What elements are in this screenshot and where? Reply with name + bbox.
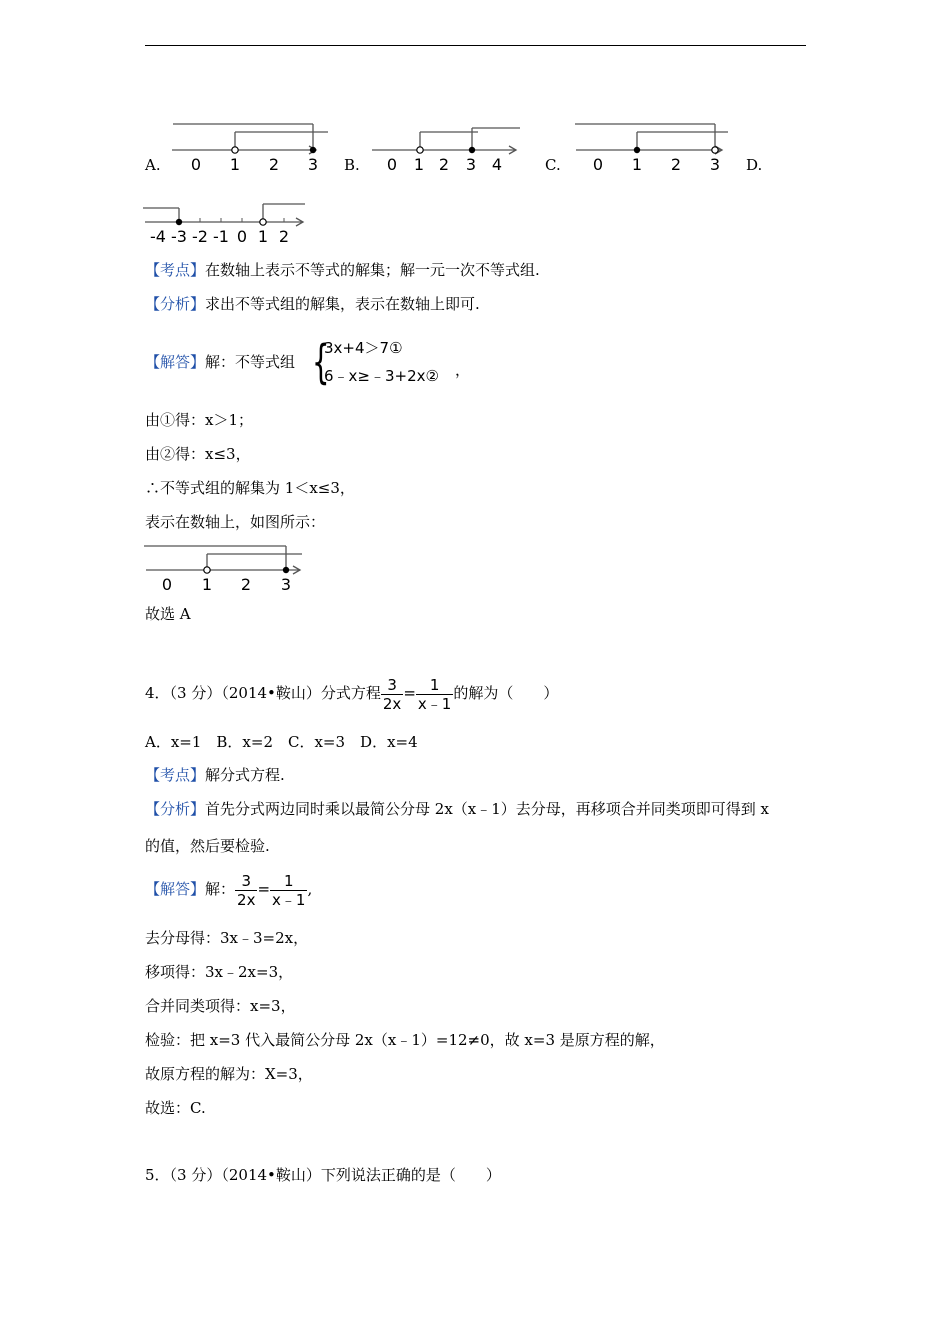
tick-label: 1 bbox=[257, 227, 269, 246]
q3-step3: ∴不等式组的解集为 1＜x≤3， bbox=[145, 479, 355, 497]
q4-conclusion: 故选：C. bbox=[145, 1099, 206, 1117]
tick-label: -2 bbox=[192, 227, 208, 246]
q4-stem-prefix: 4．（3 分）（2014•鞍山）分式方程 bbox=[145, 684, 381, 702]
q5-stem: 5．（3 分）（2014•鞍山）下列说法正确的是（ ） bbox=[145, 1166, 501, 1184]
option-c-number-line bbox=[570, 118, 740, 174]
tick-label: 4 bbox=[491, 155, 503, 174]
option-a-label: A. bbox=[145, 156, 161, 174]
fenxi-text: 首先分式两边同时乘以最简公分母 2x（x﹣1）去分母，再移项合并同类项即可得到 x bbox=[205, 800, 770, 818]
option-c-label: C. bbox=[545, 156, 561, 174]
frac-numerator: 3 bbox=[241, 871, 252, 890]
tick-label: 1 bbox=[201, 575, 213, 594]
q3-conclusion: 故选 A bbox=[145, 605, 191, 623]
kaodian-tag: 【考点】 bbox=[145, 261, 206, 279]
tick-label: 0 bbox=[386, 155, 398, 174]
tick-label: 3 bbox=[709, 155, 721, 174]
equals-sign: = bbox=[403, 684, 416, 702]
q3-kaodian bbox=[145, 260, 540, 280]
option-d-number-line bbox=[143, 198, 313, 248]
q4-step5: 故原方程的解为：X=3， bbox=[145, 1065, 313, 1083]
fenxi-tag: 【分析】 bbox=[145, 295, 206, 313]
jieda-tag: 【解答】 bbox=[145, 353, 206, 371]
kaodian-tag: 【考点】 bbox=[145, 766, 206, 784]
tick-label: 0 bbox=[161, 575, 173, 594]
q4-step2: 移项得：3x﹣2x=3， bbox=[145, 963, 294, 981]
q4-stem-suffix: 的解为（ ） bbox=[453, 684, 559, 702]
q4-stem bbox=[145, 674, 558, 713]
tick-label: 2 bbox=[670, 155, 682, 174]
tick-label: 3 bbox=[280, 575, 292, 594]
tick-label: 1 bbox=[229, 155, 241, 174]
fraction-3-over-2x bbox=[235, 872, 257, 909]
tick-label: 2 bbox=[438, 155, 450, 174]
q4-step1: 去分母得：3x﹣3=2x， bbox=[145, 929, 309, 947]
q3-step4: 表示在数轴上，如图所示： bbox=[145, 513, 326, 531]
jieda-tail: , bbox=[307, 880, 313, 898]
left-brace: { bbox=[312, 335, 330, 389]
inequality-2: 6﹣x≥﹣3+2x② bbox=[324, 367, 439, 385]
q4-step4: 检验：把 x=3 代入最简公分母 2x（x﹣1）=12≠0，故 x=3 是原方程的解， bbox=[145, 1031, 665, 1049]
page-header-rule bbox=[145, 45, 806, 46]
frac-denominator: x﹣1 bbox=[272, 890, 306, 909]
q4-jieda bbox=[145, 870, 312, 909]
tick-label: 3 bbox=[465, 155, 477, 174]
q4-options: A．x=1 B．x=2 C．x=3 D．x=4 bbox=[145, 733, 418, 751]
inequality-1: 3x+4＞7① bbox=[324, 339, 403, 357]
fraction-1-over-x-minus-1 bbox=[416, 676, 453, 713]
tick-label: -4 bbox=[150, 227, 166, 246]
frac-numerator: 3 bbox=[387, 675, 397, 694]
tick-label: 2 bbox=[268, 155, 280, 174]
tick-label: 1 bbox=[413, 155, 425, 174]
q3-fenxi bbox=[145, 294, 480, 314]
tick-label: -1 bbox=[213, 227, 229, 246]
option-a-number-line bbox=[168, 118, 333, 174]
jieda-tag: 【解答】 bbox=[145, 880, 206, 898]
tick-label: 0 bbox=[236, 227, 248, 246]
tick-label: 1 bbox=[631, 155, 643, 174]
option-b-number-line bbox=[370, 118, 525, 174]
q3-step2: 由②得：x≤3， bbox=[145, 445, 251, 463]
jieda-intro: 解： bbox=[205, 880, 236, 898]
q4-step3: 合并同类项得：x=3， bbox=[145, 997, 296, 1015]
tick-label: 2 bbox=[240, 575, 252, 594]
equals-sign: = bbox=[257, 880, 271, 898]
q4-kaodian bbox=[145, 765, 285, 785]
tick-label: 3 bbox=[307, 155, 319, 174]
fraction-3-over-2x bbox=[381, 676, 403, 713]
tick-label: 2 bbox=[278, 227, 290, 246]
q4-fenxi-cont: 的值，然后要检验. bbox=[145, 837, 270, 855]
kaodian-text: 解分式方程. bbox=[205, 766, 285, 784]
tick-label: -3 bbox=[171, 227, 187, 246]
frac-numerator: 1 bbox=[429, 675, 440, 694]
fraction-1-over-x-minus-1 bbox=[270, 872, 307, 909]
jieda-intro: 解：不等式组 bbox=[205, 353, 296, 371]
q3-step1: 由①得：x＞1； bbox=[145, 411, 254, 429]
q3-jieda bbox=[145, 352, 295, 372]
frac-denominator: 2x bbox=[382, 694, 402, 713]
frac-denominator: x﹣1 bbox=[417, 694, 452, 713]
tick-label: 0 bbox=[190, 155, 202, 174]
fenxi-text: 求出不等式组的解集，表示在数轴上即可. bbox=[205, 295, 480, 313]
frac-numerator: 1 bbox=[283, 871, 294, 890]
answer-number-line bbox=[140, 540, 310, 596]
option-d-label: D. bbox=[746, 156, 763, 174]
q4-fenxi bbox=[145, 799, 769, 819]
tick-label: 0 bbox=[592, 155, 604, 174]
frac-denominator: 2x bbox=[237, 890, 256, 909]
fenxi-tag: 【分析】 bbox=[145, 800, 206, 818]
kaodian-text: 在数轴上表示不等式的解集；解一元一次不等式组. bbox=[205, 261, 540, 279]
system-tail: ， bbox=[455, 361, 471, 379]
option-b-label: B. bbox=[344, 156, 360, 174]
